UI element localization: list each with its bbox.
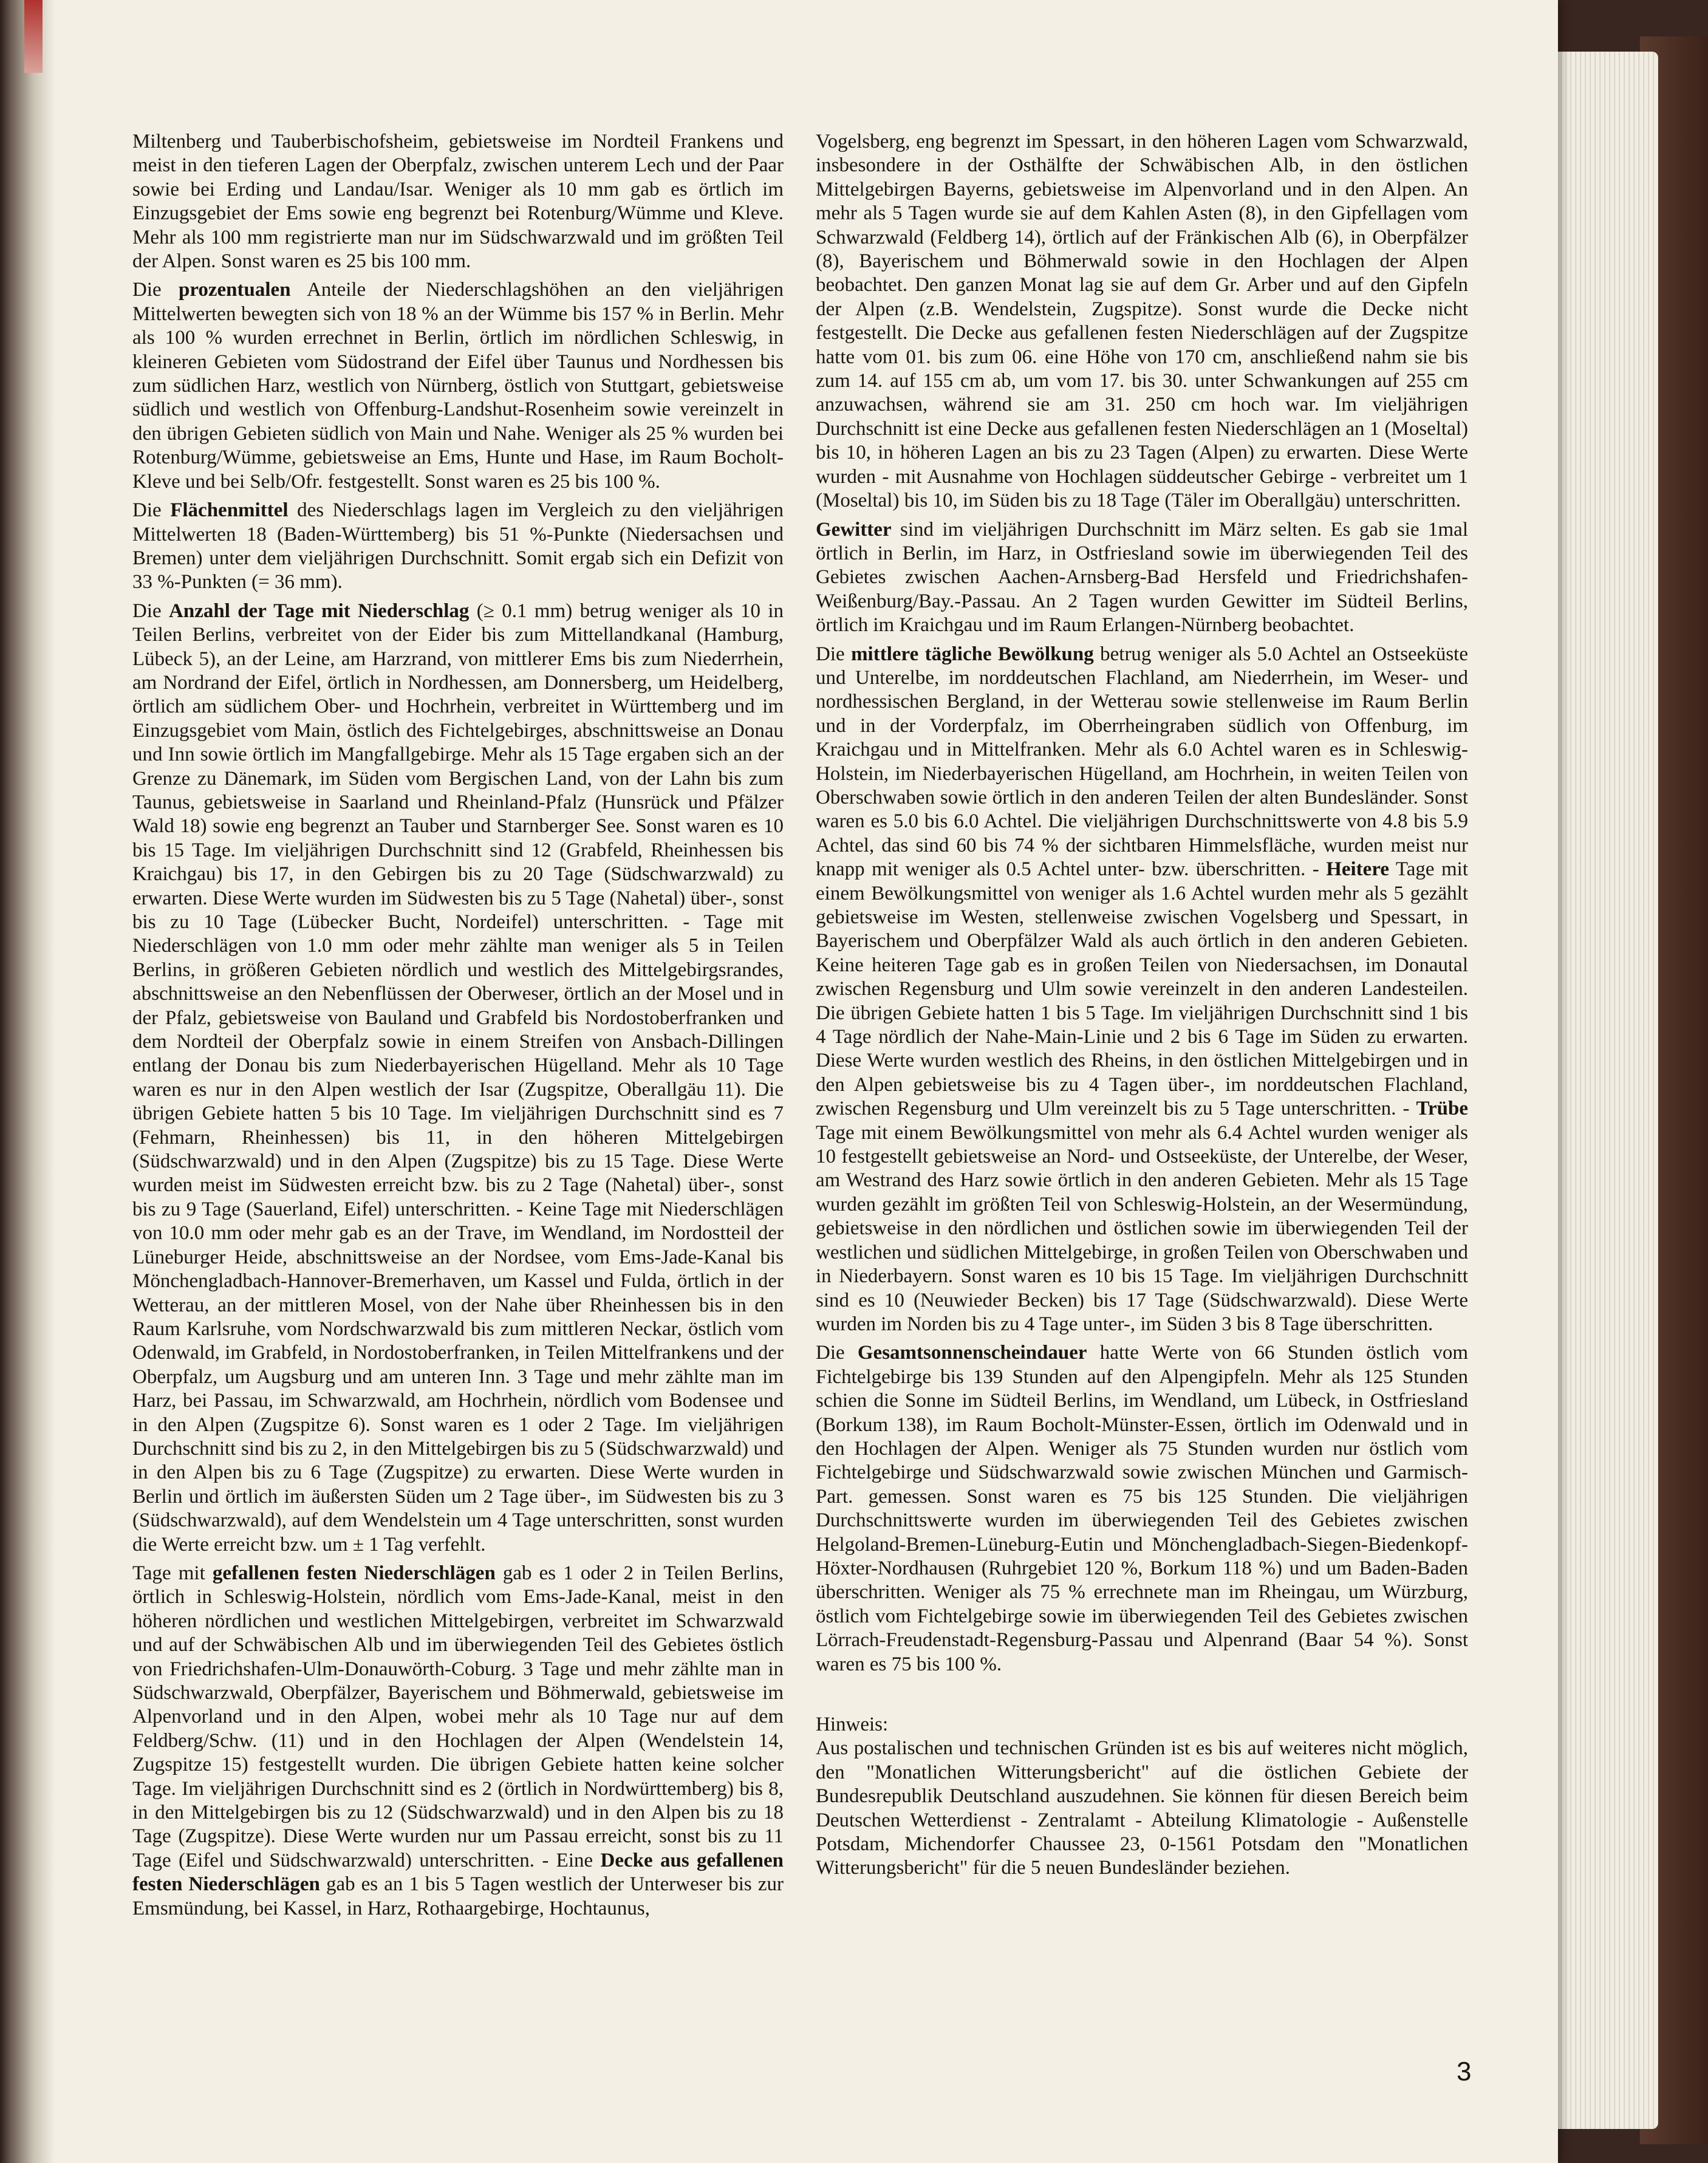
bold-term: gefallenen festen Niederschlägen <box>212 1562 496 1584</box>
right-column-paragraph <box>816 643 1468 1337</box>
text-run: betrug weniger als 5.0 Achtel an Ostseeküste und Unterelbe, im norddeutschen Flachland, am Niederrhein, im Weser- und nordhessischen Bergland, in der Wetterau sowie stellenweise im Raum Berlin und in der Vorderpfalz, im Oberrheingraben südlich von Offenburg, im Kraichgau und in Mittelfranken. Mehr als 6.0 Achtel waren es in Schleswig-Holstein, im Niederbayerischen Hügelland, am Hochrhein, in weiten Teilen von Oberschwaben sowie örtlich in den anderen Teilen der alten Bundesländer. Sonst waren es 5.0 bis 6.0 Achtel. Die vieljährigen Durchschnittswerte von 4.8 bis 5.9 Achtel, das sind 60 bis 74 % der sichtbaren Himmelsfläche, wurden meist nur knapp mit weniger als 0.5 Achtel unter- bzw. überschritten. - <box>816 643 1468 881</box>
page-stack-edge <box>1543 52 1658 2129</box>
text-run: Vogelsberg, eng begrenzt im Spessart, in den höheren Lagen vom Schwarzwald, insbesondere in der Osthälfte der Schwäbischen Alb, in den östlichen Mittelgebirgen Bayerns, gebietsweise im Alpenvorland und in den Alpen. An mehr als 5 Tagen wurde sie auf dem Kahlen Asten (8), in den Gipfellagen vom Schwarzwald (Feldberg 14), örtlich auf der Fränkischen Alb (6), in Oberpfälzer (8), Bayerischem und Böhmerwald sowie in den Hochlagen der Alpen beobachtet. Den ganzen Monat lag sie auf dem Gr. Arber und auf den Gipfeln der Alpen (z.B. Wendelstein, Zugspitze). Sonst wurde die Decke nicht festgestellt. Die Decke aus gefallenen festen Niederschlägen auf der Zugspitze hatte vom 01. bis zum 06. eine Höhe von 170 cm, anschließend nahm sie bis zum 14. auf 155 cm ab, um vom 17. bis 30. unter Schwankungen auf 255 cm anzuwachsen, während sie am 31. 250 cm hoch war. Im vieljährigen Durchschnitt ist eine Decke aus gefallenen festen Niederschlägen an 1 (Moseltal) bis 10, in höheren Lagen an bis zu 23 Tagen (Alpen) zu erwarten. Diese Werte wurden - mit Ausnahme von Hochlagen süddeutscher Gebirge - verbreitet um 1 (Moseltal) bis 10, im Süden bis zu 18 Tage (Täler im Oberallgäu) unterschritten. <box>816 131 1468 512</box>
notice-text: Aus postalischen und technischen Gründen ist es bis auf weiteres nicht möglich, den "Monatlichen Witterungsbericht" auf die östlichen Gebiete der Bundesrepublik Deutschland auszudehnen. Sie können für diesen Bereich beim Deutschen Wetterdienst - Zentralamt - Abteilung Klimatologie - Außenstelle Potsdam, Michendorfer Chaussee 23, 0-1561 Potsdam den "Monatlichen Witterungsbericht" für die 5 neuen Bundesländer beziehen. <box>816 1737 1468 1879</box>
right-column-paragraphs <box>816 130 1468 1676</box>
text-run: Tage mit <box>132 1562 213 1584</box>
left-column-paragraph <box>132 130 784 273</box>
bold-term: Flächenmittel <box>170 499 289 522</box>
text-run: Die <box>132 279 179 301</box>
left-column-paragraph <box>132 600 784 1557</box>
binding-ribbon <box>24 0 43 73</box>
left-text-column <box>132 130 784 1921</box>
page-number: 3 <box>1457 2057 1472 2086</box>
text-run: sind im vieljährigen Durchschnitt im März selten. Es gab sie 1mal örtlich in Berlin, im Harz, in Ostfriesland sowie im überwiegenden Teil des Gebietes zwischen Aachen-Arnsberg-Bad Hersfeld und Friedrichshafen-Weißenburg/Bay.-Passau. An 2 Tagen wurden Gewitter im Südteil Berlins, örtlich im Kraichgau und im Raum Erlangen-Nürnberg beobachtet. <box>816 518 1468 637</box>
binding-gutter <box>0 0 55 2163</box>
notice-title: Hinweis: <box>816 1714 889 1735</box>
text-run: Die <box>132 499 171 522</box>
text-run: Die <box>132 600 169 622</box>
right-column-paragraph <box>816 518 1468 638</box>
left-column-paragraph <box>132 278 784 494</box>
text-run: hatte Werte von 66 Stunden östlich vom Fichtelgebirge bis 139 Stunden auf den Alpengipfeln. Mehr als 125 Stunden schien die Sonne im Südteil Berlins, im Wendland, um Lübeck, in Ostfriesland (Borkum 138), im Raum Bocholt-Münster-Essen, örtlich im Odenwald und in den Hochlagen der Alpen. Weniger als 75 Stunden wurden nur östlich vom Fichtelgebirge und Südschwarzwald sowie zwischen München und Garmisch-Part. gemessen. Sonst waren es 75 bis 125 Stunden. Die vieljährigen Durchschnittswerte wurden im überwiegenden Teil des Gebietes zwischen Helgoland-Bremen-Lüneburg-Eutin und Mönchengladbach-Siegen-Biedenkopf-Höxter-Nordhausen (Ruhrgebiet 120 %, Borkum 118 %) und um Baden-Baden überschritten. Weniger als 75 % errechnete man im Rheingau, um Würzburg, östlich vom Fichtelgebirge sowie im überwiegenden Teil des Gebietes zwischen Lörrach-Freudenstadt-Regensburg-Passau und Alpenrand (Baar 54 %). Sonst waren es 75 bis 100 %. <box>816 1342 1468 1675</box>
bold-term: Decke aus gefallenen festen Niederschlägen <box>132 1849 784 1896</box>
text-run: Tage mit einem Bewölkungsmittel von mehr als 6.4 Achtel wurden weniger als 10 festgestellt gebietsweise an Nord- und Ostseeküste, der Unterelbe, der Weser, am Westrand des Harz sowie örtlich in den anderen Gebieten. Mehr als 15 Tage wurden gezählt im größten Teil von Schleswig-Holstein, an der Wesermündung, gebietsweise in den nördlichen und östlichen sowie im überwiegenden Teil der westlichen und südlichen Mittelgebirge, in großen Teilen von Oberschwaben und in Niederbayern. Sonst waren es 10 bis 15 Tage. Im vieljährigen Durchschnitt sind es 10 (Neuwieder Becken) bis 17 Tage (Südschwarzwald). Diese Werte wurden im Norden bis zu 4 Tage unter-, im Süden 3 bis 8 Tage überschritten. <box>816 1121 1468 1335</box>
bold-term: Anzahl der Tage mit Niederschlag <box>169 600 470 622</box>
notice-block <box>816 1713 1468 1881</box>
text-run: des Niederschlags lagen im Vergleich zu den vieljährigen Mittelwerten 18 (Baden-Württemberg) bis 51 %-Punkte (Niedersachsen und Bremen) unter dem vieljährigen Durchschnitt. Somit ergab sich ein Defizit von 33 %-Punkten (= 36 mm). <box>132 499 784 593</box>
bold-term: Trübe <box>1416 1098 1468 1120</box>
right-column-paragraph <box>816 1341 1468 1676</box>
right-text-column <box>816 130 1468 1881</box>
text-run: gab es 1 oder 2 in Teilen Berlins, örtlich in Schleswig-Holstein, nördlich vom Ems-Jade-Kanal, meist in den höheren nördlichen und westlichen Mittelgebirgen, verbreitet im Schwarzwald und auf der Schwäbischen Alb und im überwiegenden Teil des Gebietes östlich von Friedrichshafen-Ulm-Donauwörth-Coburg. 3 Tage und mehr zählte man in Südschwarzwald, Oberpfälzer, Bayerischem und Böhmerwald, gebietsweise im Alpenvorland und in den Alpen, wobei mehr als 10 Tage nur auf dem Feldberg/Schw. (11) und in den Hochlagen der Alpen (Wendelstein 14, Zugspitze 15) festgestellt wurden. Die übrigen Gebiete hatten keine solcher Tage. Im vieljährigen Durchschnitt sind es 2 (örtlich in Nordwürttemberg) bis 8, in den Mittelgebirgen bis zu 12 (Südschwarzwald) und in den Alpen bis zu 18 Tage (Zugspitze). Diese Werte wurden nur um Passau erreicht, sonst bis zu 11 Tage (Eifel und Südschwarzwald) unterschritten. - Eine <box>132 1562 784 1871</box>
left-column-paragraph <box>132 1562 784 1921</box>
text-run: Tage mit einem Bewölkungsmittel von weniger als 1.6 Achtel wurden mehr als 5 gezählt gebietsweise im Westen, stellenweise zwischen Vogelsberg und Spessart, in Bayerischem und Oberpfälzer Wald als auch örtlich in den anderen Gebieten. Keine heiteren Tage gab es in großen Teilen von Niedersachsen, im Donautal zwischen Regensburg und Ulm sowie vereinzelt in den anderen Landesteilen. Die übrigen Gebiete hatten 1 bis 5 Tage. Im vieljährigen Durchschnitt sind 1 bis 4 Tage nördlich der Nahe-Main-Linie und 2 bis 6 Tage im Süden zu erwarten. Diese Werte wurden westlich des Rheins, in den östlichen Mittelgebirgen und in den Alpen gebietsweise bis zu 4 Tagen über-, im norddeutschen Flachland, zwischen Regensburg und Ulm vereinzelt bis zu 5 Tage unterschritten. - <box>816 858 1468 1120</box>
left-column-paragraph <box>132 499 784 595</box>
bold-term: Heitere <box>1326 858 1390 881</box>
bold-term: prozentualen <box>178 279 291 301</box>
text-run: (≥ 0.1 mm) betrug weniger als 10 in Teilen Berlins, verbreitet von der Eider bis zum Mittellandkanal (Hamburg, Lübeck 5), an der Leine, am Harzrand, von mittlerer Ems bis zum Niederrhein, am Nordrand der Eifel, örtlich in Nordhessen, am Donnersberg, um Heidelberg, örtlich am südlichem Ober- und Hochrhein, verbreitet in Württemberg und im Einzugsgebiet vom Main, östlich des Fichtelgebirges, abschnittsweise an Donau und Inn sowie örtlich im Mangfallgebirge. Mehr als 15 Tage ergaben sich an der Grenze zu Dänemark, im Süden vom Bergischen Land, von der Lahn bis zum Taunus, gebietsweise in Saarland und Rheinland-Pfalz (Hunsrück und Pfälzer Wald 18) sowie eng begrenzt an Tauber und Starnberger See. Sonst waren es 10 bis 15 Tage. Im vieljährigen Durchschnitt sind 12 (Grabfeld, Rheinhessen bis Kraichgau) bis 17, in den Gebirgen bis zu 20 Tage (Südschwarzwald) zu erwarten. Diese Werte wurden im Südwesten bis zu 5 Tage (Nahetal) über-, sonst bis zu 10 Tage (Lübecker Bucht, Nordeifel) unterschritten. - Tage mit Niederschlägen von 1.0 mm oder mehr zählte man weniger als 5 in Teilen Berlins, in größeren Gebieten nördlich und westlich des Mittelgebirgsrandes, abschnittsweise an den Nebenflüssen der Oberweser, örtlich an der Mosel und in der Pfalz, gebietsweise von Bauland und Grabfeld bis Nordostoberfranken und dem Nordteil der Oberpfalz sowie in einem Streifen von Ansbach-Dillingen entlang der Donau bis zum Niederbayerischen Hügelland. Mehr als 10 Tage waren es nur in den Alpen westlich der Isar (Zugspitze, Oberallgäu 11). Die übrigen Gebiete hatten 5 bis 10 Tage. Im vieljährigen Durchschnitt sind es 7 (Fehmarn, Rheinhessen) bis 11, in den höheren Mittelgebirgen (Südschwarzwald) und in den Alpen (Zugspitze) bis zu 15 Tage. Diese Werte wurden meist im Südwesten erreicht bzw. bis zu 2 Tage (Nahetal) über-, sonst bis zu 9 Tage (Sauerland, Eifel) unterschritten. - Keine Tage mit Niederschlägen von 10.0 mm oder mehr gab es an der Trave, im Wendland, im Nordostteil der Lüneburger Heide, abschnittsweise an der Nordsee, vom Ems-Jade-Kanal bis Mönchengladbach-Hannover-Bremerhaven, um Kassel und Fulda, örtlich in der Wetterau, an der mittleren Mosel, von der Nahe über Rheinhessen bis in den Raum Karlsruhe, vom Nordschwarzwald bis zum mittleren Neckar, östlich vom Odenwald, im Grabfeld, in Nordostoberfranken, in Teilen Mittelfrankens und der Oberpfalz, um Augsburg und am unteren Inn. 3 Tage und mehr zählte man im Harz, bei Passau, im Schwarzwald, am Hochrhein, nördlich vom Bodensee und in den Alpen (Zugspitze 6). Sonst waren es 1 oder 2 Tage. Im vieljährigen Durchschnitt sind bis zu 2, in den Mittelgebirgen bis zu 5 (Südschwarzwald) und in den Alpen bis zu 6 Tage (Zugspitze) zu erwarten. Diese Werte wurden in Berlin und örtlich im äußersten Süden um 2 Tage über-, im Südwesten bis zu 3 (Südschwarzwald), auf dem Wendelstein um 4 Tage unterschritten, sonst wurden die Werte erreicht bzw. um ± 1 Tag verfehlt. <box>132 600 784 1556</box>
text-run: Die <box>816 1342 858 1364</box>
right-column-paragraph <box>816 130 1468 513</box>
text-run: Die <box>816 643 852 665</box>
text-run: Miltenberg und Tauberbischofsheim, gebietsweise im Nordteil Frankens und meist in den tieferen Lagen der Oberpfalz, zwischen unterem Lech und der Paar sowie bei Erding und Landau/Isar. Weniger als 10 mm gab es örtlich im Einzugsgebiet der Ems sowie eng begrenzt bei Rotenburg/Wümme und Kleve. Mehr als 100 mm registrierte man nur im Südschwarzwald und im größten Teil der Alpen. Sonst waren es 25 bis 100 mm. <box>132 131 784 273</box>
text-run: Anteile der Niederschlagshöhen an den vieljährigen Mittelwerten bewegten sich von 18 % an der Wümme bis 157 % in Berlin. Mehr als 100 % wurden errechnet in Berlin, örtlich im nördlichen Schleswig, in kleineren Gebieten vom Südostrand der Eifel über Taunus und Nordhessen bis zum südlichen Harz, westlich von Nürnberg, östlich von Stuttgart, gebietsweise südlich und westlich von Offenburg-Landshut-Rosenheim sowie vereinzelt in den übrigen Gebieten südlich von Main und Nahe. Weniger als 25 % wurden bei Rotenburg/Wümme, gebietsweise an Ems, Hunte und Hase, im Raum Bocholt-Kleve und bei Selb/Ofr. festgestellt. Sonst waren es 25 bis 100 %. <box>132 279 784 493</box>
text-run: gab es an 1 bis 5 Tagen westlich der Unterweser bis zur Emsmündung, bei Kassel, in Harz, Rothaargebirge, Hochtaunus, <box>132 1873 784 1919</box>
bold-term: mittlere tägliche Bewölkung <box>851 643 1094 665</box>
bold-term: Gesamtsonnenscheindauer <box>857 1342 1087 1364</box>
bold-term: Gewitter <box>816 518 892 541</box>
